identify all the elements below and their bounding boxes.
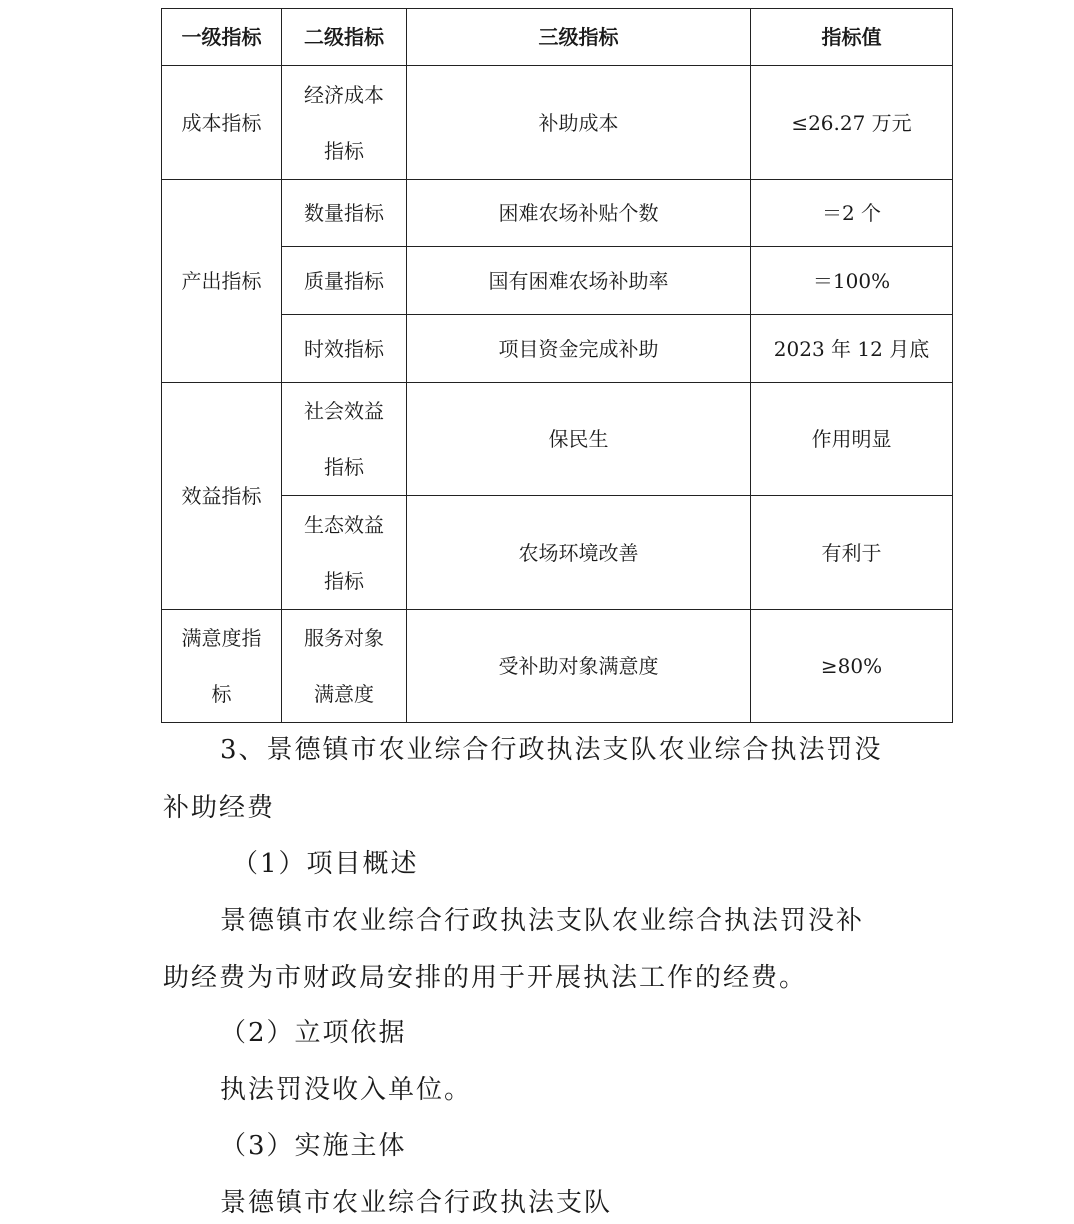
table-row xyxy=(162,66,953,180)
cell-level2-line: 生态效益 xyxy=(304,512,384,537)
cell-level2-line: 指标 xyxy=(324,568,364,593)
cell-value: 2023 年 12 月底 xyxy=(751,315,953,383)
cell-level3: 国有困难农场补助率 xyxy=(407,247,751,315)
cell-level3: 补助成本 xyxy=(407,66,751,180)
cell-level3: 农场环境改善 xyxy=(407,496,751,610)
paragraph-implementing-body: 景德镇市农业综合行政执法支队 xyxy=(220,1188,613,1218)
cell-value: 有利于 xyxy=(751,496,953,610)
cell-value: 作用明显 xyxy=(751,383,953,496)
cell-level1-line: 标 xyxy=(211,682,232,706)
cell-level2-line: 指标 xyxy=(324,455,364,479)
heading-project-overview: （1）项目概述 xyxy=(232,849,419,879)
paragraph-basis: 执法罚没收入单位。 xyxy=(220,1075,473,1105)
cell-level2-line: 服务对象 xyxy=(304,626,384,650)
cell-value: ≥80% xyxy=(751,610,953,723)
paragraph-3-line1: 3、景德镇市农业综合行政执法支队农业综合执法罚没 xyxy=(220,735,883,765)
cell-level1: 成本指标 xyxy=(162,66,282,180)
cell-level3: 困难农场补贴个数 xyxy=(407,180,751,247)
paragraph-3-line2: 补助经费 xyxy=(163,793,276,823)
cell-level3: 项目资金完成补助 xyxy=(407,315,751,383)
cell-value: ＝100% xyxy=(751,247,953,315)
cell-value: ＝2 个 xyxy=(751,180,953,247)
cell-level1: 效益指标 xyxy=(162,383,282,610)
cell-level2 xyxy=(282,610,407,723)
cell-level2 xyxy=(282,66,407,180)
cell-level2-line: 指标 xyxy=(324,138,364,163)
header-level2: 二级指标 xyxy=(282,9,407,66)
cell-level3: 保民生 xyxy=(407,383,751,496)
cell-level1 xyxy=(162,610,282,723)
cell-level2-line: 经济成本 xyxy=(304,82,384,107)
cell-level2 xyxy=(282,383,407,496)
header-level3: 三级指标 xyxy=(407,9,751,66)
paragraph-overview-line2: 助经费为市财政局安排的用于开展执法工作的经费。 xyxy=(163,963,808,993)
paragraph-overview-line1: 景德镇市农业综合行政执法支队农业综合执法罚没补 xyxy=(220,906,865,936)
header-level1: 一级指标 xyxy=(162,9,282,66)
cell-level2: 数量指标 xyxy=(282,180,407,247)
header-value: 指标值 xyxy=(751,9,953,66)
cell-level2: 质量指标 xyxy=(282,247,407,315)
cell-level2-line: 社会效益 xyxy=(304,399,384,423)
table-row xyxy=(162,610,953,723)
cell-level1: 产出指标 xyxy=(162,180,282,383)
cell-level2 xyxy=(282,496,407,610)
cell-level2-line: 满意度 xyxy=(314,682,374,706)
cell-level1-line: 满意度指 xyxy=(181,626,262,650)
heading-project-basis: （2）立项依据 xyxy=(220,1018,407,1048)
cell-value: ≤26.27 万元 xyxy=(751,66,953,180)
performance-indicator-table xyxy=(161,8,953,723)
table-row xyxy=(162,180,953,247)
table-row xyxy=(162,383,953,496)
cell-level2: 时效指标 xyxy=(282,315,407,383)
table-header-row xyxy=(162,9,953,66)
cell-level3: 受补助对象满意度 xyxy=(407,610,751,723)
heading-implementing-body: （3）实施主体 xyxy=(220,1131,407,1161)
